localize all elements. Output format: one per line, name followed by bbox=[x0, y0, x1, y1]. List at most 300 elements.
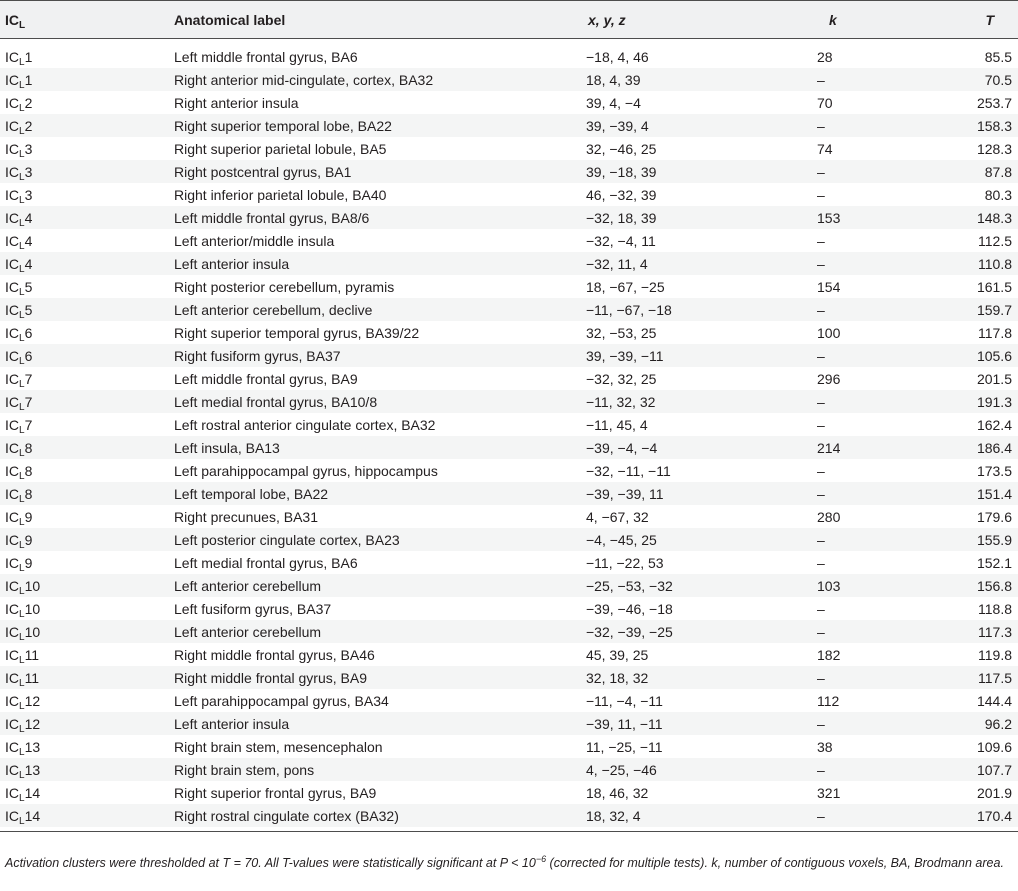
ic-main: IC bbox=[5, 577, 19, 594]
cell-ic bbox=[0, 91, 174, 114]
cell-xyz: 32, −53, 25 bbox=[586, 324, 657, 341]
cell-t: 110.8 bbox=[927, 252, 1018, 275]
cell-xyz: 18, 4, 39 bbox=[586, 68, 817, 91]
table-row bbox=[0, 206, 1018, 229]
ic-sub: L bbox=[19, 56, 25, 68]
cell-xyz: −25, −53, −32 bbox=[586, 574, 817, 597]
cell-k: – bbox=[817, 68, 927, 91]
ic-sub: L bbox=[19, 148, 25, 160]
cell-t: 70.5 bbox=[927, 68, 1018, 91]
table-row bbox=[0, 229, 1018, 252]
cell-k: 154 bbox=[817, 278, 841, 295]
table-row bbox=[0, 252, 1018, 275]
table-row bbox=[0, 781, 1018, 804]
table-row bbox=[0, 528, 1018, 551]
ic-sub: L bbox=[19, 539, 25, 551]
cell-ic bbox=[0, 206, 174, 229]
cell-anatomical-label: Right superior frontal gyrus, BA9 bbox=[174, 784, 377, 801]
table-header bbox=[0, 1, 1018, 39]
cell-anatomical-label: Right fusiform gyrus, BA37 bbox=[174, 344, 586, 367]
cell-anatomical-label: Right anterior insula bbox=[174, 94, 299, 111]
table-row bbox=[0, 436, 1018, 459]
cell-t: 96.2 bbox=[927, 712, 1018, 735]
ic-sub: L bbox=[19, 585, 25, 597]
table-row bbox=[0, 321, 1018, 344]
ic-number: 7 bbox=[24, 393, 33, 410]
cell-xyz: 39, −18, 39 bbox=[586, 160, 817, 183]
cell-ic bbox=[0, 390, 174, 413]
ic-sub: L bbox=[19, 654, 25, 666]
cell-k: 112 bbox=[817, 692, 840, 709]
cell-t: 117.3 bbox=[927, 620, 1018, 643]
cell-anatomical-label: Right superior temporal gyrus, BA39/22 bbox=[174, 324, 420, 341]
cell-anatomical-label: Left parahippocampal gyrus, hippocampus bbox=[174, 462, 438, 479]
ic-main: IC bbox=[5, 554, 19, 571]
cell-ic bbox=[0, 459, 174, 482]
header-xyz: x, y, z bbox=[586, 1, 817, 39]
cell-k: – bbox=[817, 712, 927, 735]
cell-anatomical-label: Right superior parietal lobule, BA5 bbox=[174, 140, 387, 157]
ic-sub: L bbox=[19, 723, 25, 735]
ic-main: IC bbox=[5, 301, 19, 318]
cell-xyz: 39, −39, 4 bbox=[586, 114, 817, 137]
ic-main: IC bbox=[5, 485, 19, 502]
header-anatomical-label: Anatomical label bbox=[174, 1, 586, 39]
cell-xyz: −32, 32, 25 bbox=[586, 370, 657, 387]
cell-ic bbox=[0, 551, 174, 574]
cell-anatomical-label: Left fusiform gyrus, BA37 bbox=[174, 600, 332, 617]
cell-k: 182 bbox=[817, 646, 841, 663]
ic-number: 8 bbox=[24, 439, 33, 456]
cell-ic bbox=[0, 666, 174, 689]
ic-number: 9 bbox=[24, 508, 33, 525]
cell-anatomical-label: Left rostral anterior cingulate cortex, BA32 bbox=[174, 416, 436, 433]
table-row bbox=[0, 413, 1018, 436]
ic-number: 11 bbox=[24, 669, 40, 686]
cell-ic bbox=[0, 114, 174, 137]
cell-ic bbox=[0, 482, 174, 505]
cell-ic bbox=[0, 689, 174, 712]
cell-k: – bbox=[817, 160, 927, 183]
cell-ic bbox=[0, 183, 174, 206]
table-row bbox=[0, 804, 1018, 827]
cell-k: – bbox=[817, 186, 825, 203]
ic-sub: L bbox=[19, 309, 25, 321]
cell-xyz: −32, −4, 11 bbox=[586, 232, 656, 249]
cell-anatomical-label: Right inferior parietal lobule, BA40 bbox=[174, 186, 387, 203]
cell-anatomical-label: Left anterior cerebellum bbox=[174, 574, 586, 597]
cell-k: – bbox=[817, 804, 927, 827]
cell-t: 151.4 bbox=[927, 482, 1018, 505]
ic-number: 2 bbox=[24, 117, 33, 134]
cell-ic bbox=[0, 643, 174, 666]
ic-sub: L bbox=[19, 194, 25, 206]
table-end bbox=[0, 827, 1018, 832]
table-row bbox=[0, 712, 1018, 735]
ic-number: 5 bbox=[24, 301, 33, 318]
ic-main: IC bbox=[5, 140, 19, 157]
ic-main: IC bbox=[5, 738, 19, 755]
cell-anatomical-label: Right anterior mid-cingulate, cortex, BA32 bbox=[174, 68, 586, 91]
ic-sub: L bbox=[19, 125, 25, 137]
ic-sub: L bbox=[19, 815, 25, 827]
cell-ic bbox=[0, 413, 174, 436]
cell-xyz: −18, 4, 46 bbox=[586, 48, 649, 65]
cell-xyz: 4, −25, −46 bbox=[586, 758, 817, 781]
ic-main: IC bbox=[5, 48, 19, 65]
cell-anatomical-label: Right middle frontal gyrus, BA46 bbox=[174, 646, 375, 663]
cell-anatomical-label: Left anterior cerebellum bbox=[174, 620, 586, 643]
ic-sub: L bbox=[19, 608, 25, 620]
ic-main: IC bbox=[5, 646, 19, 663]
ic-number: 4 bbox=[24, 209, 33, 226]
cell-xyz: −39, −46, −18 bbox=[586, 600, 673, 617]
ic-number: 4 bbox=[24, 232, 33, 249]
table-row bbox=[0, 551, 1018, 574]
cell-t: 152.1 bbox=[976, 554, 1012, 571]
ic-number: 6 bbox=[24, 347, 33, 364]
cell-xyz: −11, −4, −11 bbox=[586, 692, 663, 709]
cell-xyz: 46, −32, 39 bbox=[586, 186, 657, 203]
ic-number: 7 bbox=[24, 416, 33, 433]
table-row bbox=[0, 574, 1018, 597]
ic-sub: L bbox=[19, 493, 25, 505]
ic-sub: L bbox=[19, 562, 25, 574]
ic-sub: L bbox=[19, 424, 25, 436]
cell-ic bbox=[0, 137, 174, 160]
table-footnote bbox=[5, 853, 1010, 873]
cell-k: 214 bbox=[817, 436, 927, 459]
cell-t: 87.8 bbox=[927, 160, 1018, 183]
cell-k: – bbox=[817, 416, 825, 433]
ic-main: IC bbox=[5, 784, 19, 801]
ic-number: 9 bbox=[24, 554, 33, 571]
ic-number: 1 bbox=[24, 71, 33, 88]
ic-main: IC bbox=[5, 255, 19, 272]
cell-xyz: −11, −22, 53 bbox=[586, 554, 664, 571]
ic-main: IC bbox=[5, 347, 19, 364]
table-row bbox=[0, 459, 1018, 482]
cell-k: – bbox=[817, 232, 825, 249]
ic-number: 10 bbox=[24, 623, 41, 640]
table-row bbox=[0, 505, 1018, 528]
ic-number: 2 bbox=[24, 94, 33, 111]
table-row bbox=[0, 689, 1018, 712]
cell-xyz: −11, 32, 32 bbox=[586, 390, 817, 413]
ic-number: 7 bbox=[24, 370, 33, 387]
cell-anatomical-label: Right posterior cerebellum, pyramis bbox=[174, 278, 395, 295]
cell-anatomical-label: Right superior temporal lobe, BA22 bbox=[174, 114, 586, 137]
header-t: T bbox=[927, 1, 1018, 39]
table-row bbox=[0, 137, 1018, 160]
cell-t: 161.5 bbox=[976, 278, 1012, 295]
cell-k: – bbox=[817, 252, 927, 275]
cell-xyz: 18, −67, −25 bbox=[586, 278, 665, 295]
cell-anatomical-label: Right middle frontal gyrus, BA9 bbox=[174, 666, 586, 689]
ic-number: 12 bbox=[24, 715, 41, 732]
cell-ic bbox=[0, 367, 174, 390]
cell-xyz: 18, 46, 32 bbox=[586, 784, 649, 801]
ic-number: 4 bbox=[24, 255, 33, 272]
ic-main: IC bbox=[5, 186, 19, 203]
cell-k: – bbox=[817, 600, 825, 617]
cell-k: 296 bbox=[817, 370, 841, 387]
cell-xyz: 45, 39, 25 bbox=[586, 646, 649, 663]
cell-ic bbox=[0, 68, 174, 91]
table-row bbox=[0, 344, 1018, 367]
ic-main: IC bbox=[5, 531, 19, 548]
ic-sub: L bbox=[19, 263, 25, 275]
cell-xyz: −32, −11, −11 bbox=[586, 462, 671, 479]
cell-k: 38 bbox=[817, 738, 833, 755]
ic-number: 5 bbox=[24, 278, 33, 295]
table-row bbox=[0, 643, 1018, 666]
table-row bbox=[0, 68, 1018, 91]
ic-number: 1 bbox=[24, 48, 33, 65]
cell-k: – bbox=[817, 114, 927, 137]
cell-t: 112.5 bbox=[978, 232, 1012, 249]
ic-sub: L bbox=[19, 240, 25, 252]
cell-ic bbox=[0, 344, 174, 367]
cell-t: 179.6 bbox=[976, 508, 1012, 525]
ic-sub: L bbox=[19, 631, 25, 643]
cell-xyz: −32, −39, −25 bbox=[586, 620, 817, 643]
cell-t: 85.5 bbox=[984, 48, 1012, 65]
cell-ic bbox=[0, 160, 174, 183]
ic-number: 9 bbox=[24, 531, 33, 548]
ic-main: IC bbox=[5, 278, 19, 295]
cell-xyz: 39, −39, −11 bbox=[586, 344, 817, 367]
cell-xyz: −11, 45, 4 bbox=[586, 416, 648, 433]
table-row bbox=[0, 160, 1018, 183]
cell-k: – bbox=[817, 554, 825, 571]
ic-main: IC bbox=[5, 462, 19, 479]
cell-anatomical-label: Left insula, BA13 bbox=[174, 436, 586, 459]
cell-k: 321 bbox=[817, 784, 841, 801]
ic-sub: L bbox=[19, 700, 25, 712]
cell-xyz: −4, −45, 25 bbox=[586, 528, 817, 551]
cell-anatomical-label: Left middle frontal gyrus, BA8/6 bbox=[174, 206, 586, 229]
cell-xyz: −11, −67, −18 bbox=[586, 298, 817, 321]
ic-main: IC bbox=[5, 761, 19, 778]
bottom-rule bbox=[0, 827, 1018, 832]
table-row bbox=[0, 298, 1018, 321]
cell-t: 156.8 bbox=[927, 574, 1018, 597]
ic-number: 13 bbox=[24, 738, 41, 755]
cell-ic bbox=[0, 321, 174, 344]
cell-ic bbox=[0, 275, 174, 298]
table-row bbox=[0, 275, 1018, 298]
cell-k: – bbox=[817, 462, 825, 479]
cell-xyz: 32, 18, 32 bbox=[586, 666, 817, 689]
cell-anatomical-label: Left parahippocampal gyrus, BA34 bbox=[174, 692, 389, 709]
cell-xyz: 18, 32, 4 bbox=[586, 804, 817, 827]
cell-t: 107.7 bbox=[927, 758, 1018, 781]
cell-ic bbox=[0, 804, 174, 827]
table-row bbox=[0, 390, 1018, 413]
cell-k: 103 bbox=[817, 574, 927, 597]
ic-main: IC bbox=[5, 715, 19, 732]
cell-anatomical-label: Right rostral cingulate cortex (BA32) bbox=[174, 804, 586, 827]
table-row bbox=[0, 45, 1018, 68]
cell-t: 253.7 bbox=[976, 94, 1012, 111]
cell-t: 117.8 bbox=[978, 324, 1012, 341]
ic-sub: L bbox=[19, 79, 25, 91]
cell-ic bbox=[0, 436, 174, 459]
cell-t: 191.3 bbox=[927, 390, 1018, 413]
ic-sub: L bbox=[19, 102, 25, 114]
cell-xyz: 32, −46, 25 bbox=[586, 140, 657, 157]
footnote-exponent: −6 bbox=[535, 853, 547, 864]
cell-anatomical-label: Right postcentral gyrus, BA1 bbox=[174, 160, 586, 183]
cell-k: 28 bbox=[817, 48, 833, 65]
cell-ic bbox=[0, 574, 174, 597]
cell-ic bbox=[0, 781, 174, 804]
ic-number: 14 bbox=[24, 784, 41, 801]
ic-number: 3 bbox=[24, 186, 33, 203]
cell-anatomical-label: Left temporal lobe, BA22 bbox=[174, 482, 586, 505]
cell-ic bbox=[0, 298, 174, 321]
cell-t: 201.5 bbox=[976, 370, 1012, 387]
header-ic-sub: L bbox=[19, 19, 26, 31]
table-row bbox=[0, 91, 1018, 114]
cell-ic bbox=[0, 620, 174, 643]
cell-anatomical-label: Left anterior insula bbox=[174, 252, 586, 275]
cell-k: 280 bbox=[817, 508, 841, 525]
cell-anatomical-label: Right brain stem, mesencephalon bbox=[174, 738, 383, 755]
cell-xyz: −32, 18, 39 bbox=[586, 206, 817, 229]
cell-ic bbox=[0, 45, 174, 68]
ic-main: IC bbox=[5, 163, 19, 180]
ic-main: IC bbox=[5, 370, 19, 387]
cell-t: 201.9 bbox=[976, 784, 1012, 801]
cell-k: 74 bbox=[817, 140, 833, 157]
cell-xyz: −32, 11, 4 bbox=[586, 252, 817, 275]
cell-t: 170.4 bbox=[927, 804, 1018, 827]
cell-k: 153 bbox=[817, 206, 927, 229]
cell-t: 117.5 bbox=[927, 666, 1018, 689]
cell-t: 159.7 bbox=[927, 298, 1018, 321]
cell-k: – bbox=[817, 620, 927, 643]
cell-k: – bbox=[817, 298, 927, 321]
cell-anatomical-label: Right precunues, BA31 bbox=[174, 508, 318, 525]
cell-ic bbox=[0, 597, 174, 620]
table-row bbox=[0, 758, 1018, 781]
cell-xyz: 39, 4, −4 bbox=[586, 94, 641, 111]
ic-main: IC bbox=[5, 94, 19, 111]
ic-sub: L bbox=[19, 401, 25, 413]
cell-anatomical-label: Left anterior cerebellum, declive bbox=[174, 298, 586, 321]
cell-ic bbox=[0, 758, 174, 781]
cell-k: – bbox=[817, 758, 927, 781]
cell-t: 119.8 bbox=[978, 646, 1012, 663]
cell-xyz: −39, −39, 11 bbox=[586, 482, 817, 505]
cell-t: 162.4 bbox=[976, 416, 1012, 433]
cell-t: 109.6 bbox=[976, 738, 1012, 755]
ic-main: IC bbox=[5, 439, 19, 456]
ic-sub: L bbox=[19, 516, 25, 528]
table-row bbox=[0, 666, 1018, 689]
cell-anatomical-label: Left medial frontal gyrus, BA6 bbox=[174, 554, 358, 571]
cell-t: 80.3 bbox=[984, 186, 1012, 203]
table-row bbox=[0, 620, 1018, 643]
ic-sub: L bbox=[19, 447, 25, 459]
cell-t: 158.3 bbox=[927, 114, 1018, 137]
ic-sub: L bbox=[19, 286, 25, 298]
cell-k: 100 bbox=[817, 324, 841, 341]
ic-sub: L bbox=[19, 792, 25, 804]
ic-sub: L bbox=[19, 171, 25, 183]
ic-main: IC bbox=[5, 232, 19, 249]
cell-ic bbox=[0, 229, 174, 252]
cell-anatomical-label: Left posterior cingulate cortex, BA23 bbox=[174, 528, 586, 551]
cell-ic bbox=[0, 735, 174, 758]
cell-xyz: 11, −25, −11 bbox=[586, 738, 663, 755]
ic-main: IC bbox=[5, 416, 19, 433]
cell-anatomical-label: Left anterior/middle insula bbox=[174, 232, 335, 249]
footnote-part1: Activation clusters were thresholded at T = 70. All T-values were statistically significant at P < 10 bbox=[5, 856, 536, 870]
ic-number: 6 bbox=[24, 324, 33, 341]
cell-t: 148.3 bbox=[927, 206, 1018, 229]
ic-main: IC bbox=[5, 209, 19, 226]
cell-t: 105.6 bbox=[927, 344, 1018, 367]
cell-k: – bbox=[817, 528, 927, 551]
cell-k: – bbox=[817, 344, 927, 367]
cell-k: – bbox=[817, 390, 927, 413]
ic-main: IC bbox=[5, 807, 19, 824]
ic-main: IC bbox=[5, 508, 19, 525]
cell-t: 144.4 bbox=[976, 692, 1012, 709]
cell-anatomical-label: Right brain stem, pons bbox=[174, 758, 586, 781]
cell-k: – bbox=[817, 482, 927, 505]
cell-anatomical-label: Left middle frontal gyrus, BA6 bbox=[174, 48, 358, 65]
ic-sub: L bbox=[19, 470, 25, 482]
table-row bbox=[0, 367, 1018, 390]
ic-number: 10 bbox=[24, 600, 41, 617]
ic-number: 8 bbox=[24, 485, 33, 502]
cell-k: 70 bbox=[817, 94, 833, 111]
cell-xyz: 4, −67, 32 bbox=[586, 508, 649, 525]
cell-t: 118.8 bbox=[978, 600, 1012, 617]
ic-main: IC bbox=[5, 669, 19, 686]
cell-anatomical-label: Left anterior insula bbox=[174, 712, 586, 735]
ic-number: 8 bbox=[24, 462, 33, 479]
table-row bbox=[0, 735, 1018, 758]
cell-t: 155.9 bbox=[927, 528, 1018, 551]
ic-sub: L bbox=[19, 355, 25, 367]
cell-t: 186.4 bbox=[927, 436, 1018, 459]
ic-number: 3 bbox=[24, 140, 33, 157]
footnote-part2: (corrected for multiple tests). k, number of contiguous voxels, BA, Brodmann area. bbox=[546, 856, 1004, 870]
ic-number: 10 bbox=[24, 577, 41, 594]
ic-main: IC bbox=[5, 600, 19, 617]
cell-ic bbox=[0, 528, 174, 551]
cell-xyz: −39, −4, −4 bbox=[586, 436, 817, 459]
cell-t: 128.3 bbox=[976, 140, 1012, 157]
table-row bbox=[0, 597, 1018, 620]
header-row bbox=[0, 1, 1018, 39]
ic-number: 3 bbox=[24, 163, 33, 180]
ic-main: IC bbox=[5, 71, 19, 88]
cell-t: 173.5 bbox=[976, 462, 1012, 479]
ic-sub: L bbox=[19, 769, 25, 781]
ic-number: 14 bbox=[24, 807, 41, 824]
ic-number: 12 bbox=[24, 692, 41, 709]
header-ic bbox=[0, 1, 174, 39]
ic-sub: L bbox=[19, 332, 25, 344]
cell-anatomical-label: Left middle frontal gyrus, BA9 bbox=[174, 370, 358, 387]
ic-main: IC bbox=[5, 393, 19, 410]
